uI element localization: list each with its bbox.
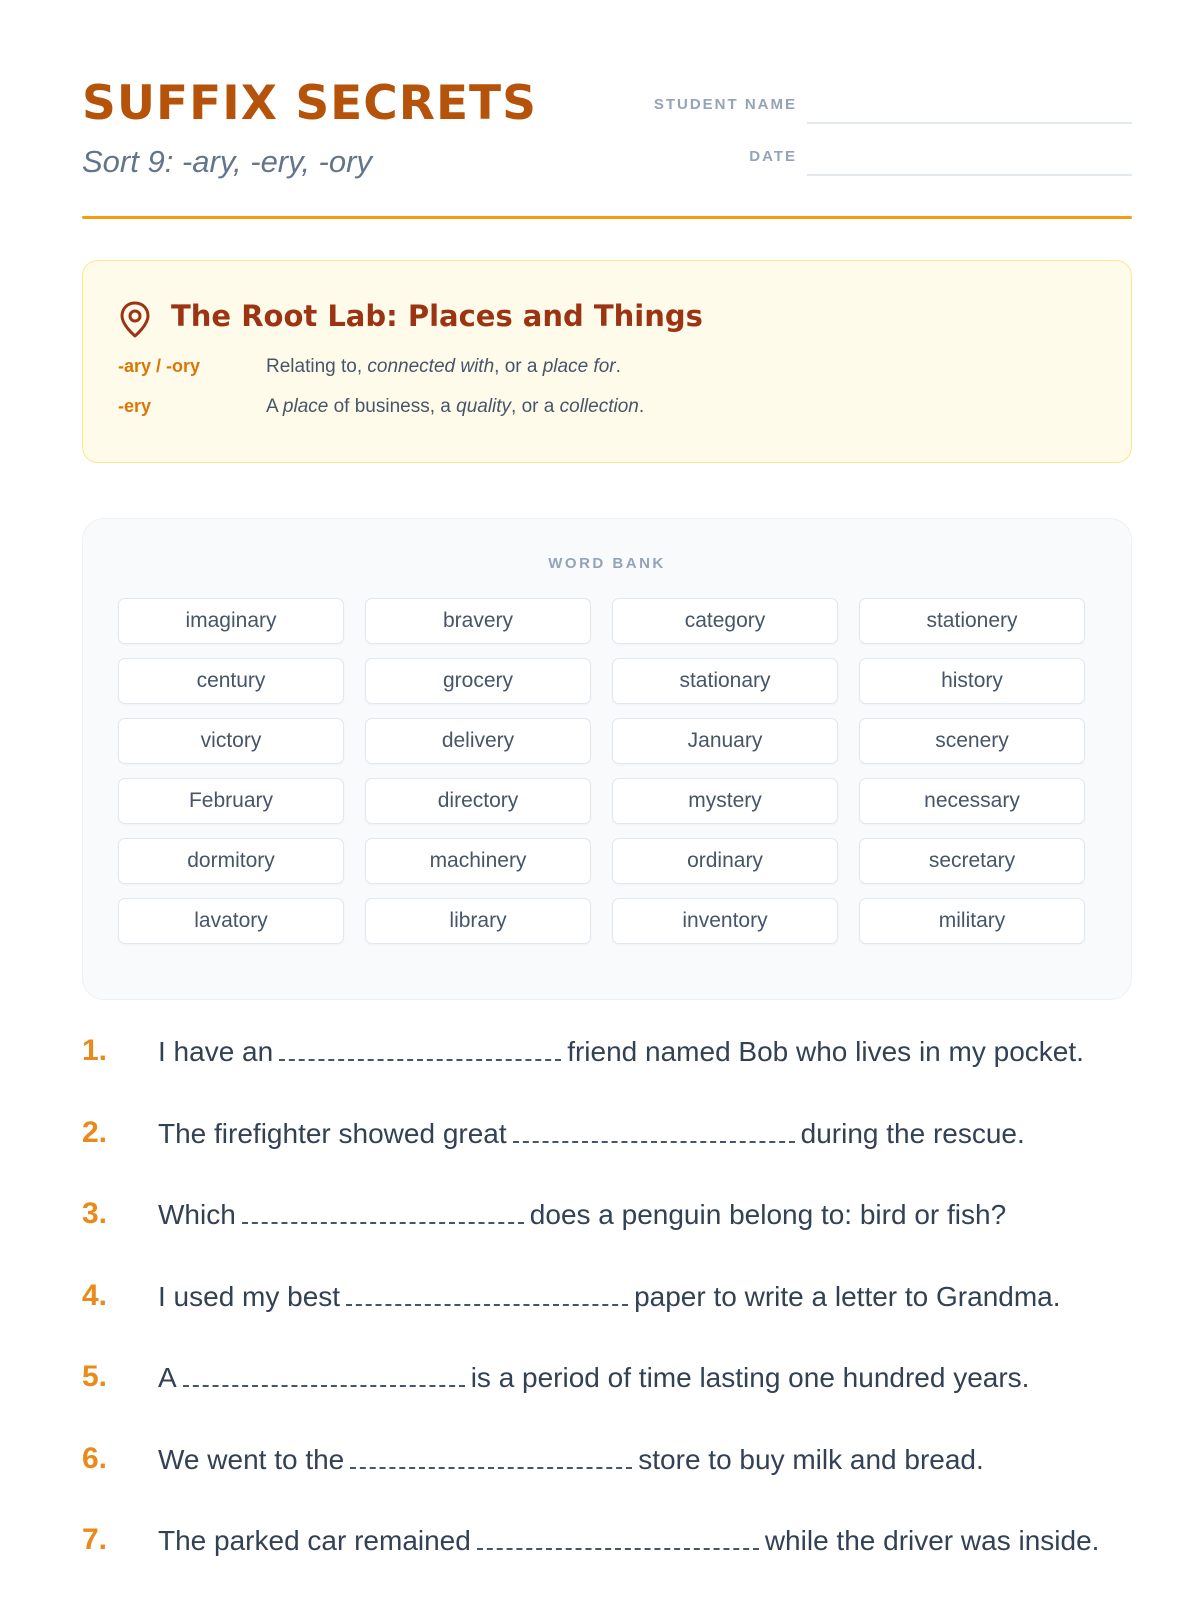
question-text bbox=[158, 1198, 1006, 1231]
definition-row bbox=[118, 356, 1078, 384]
question-item bbox=[82, 1440, 1172, 1484]
worksheet-title: SUFFIX SECRETS bbox=[82, 76, 537, 131]
word-tile: stationery bbox=[859, 598, 1085, 644]
question-number: 3. bbox=[82, 1197, 108, 1230]
question-text bbox=[158, 1280, 1061, 1313]
word-tile: library bbox=[365, 898, 591, 944]
answer-blank[interactable] bbox=[242, 1198, 524, 1224]
word-tile: inventory bbox=[612, 898, 838, 944]
answer-blank[interactable] bbox=[350, 1443, 632, 1469]
word-tile: delivery bbox=[365, 718, 591, 764]
question-item bbox=[82, 1358, 1172, 1402]
question-text-before: We went to the bbox=[158, 1443, 345, 1475]
question-text-after: does a penguin belong to: bird or fish? bbox=[529, 1199, 1007, 1230]
word-tile: century bbox=[118, 658, 344, 704]
answer-blank[interactable] bbox=[513, 1117, 795, 1143]
question-number: 5. bbox=[82, 1360, 108, 1393]
word-tile: history bbox=[859, 658, 1085, 704]
word-tile: lavatory bbox=[118, 898, 344, 944]
word-tile: January bbox=[612, 718, 838, 764]
word-tile: mystery bbox=[612, 778, 838, 824]
date-field[interactable] bbox=[807, 174, 1132, 176]
worksheet-header bbox=[82, 76, 1132, 216]
question-text bbox=[158, 1361, 1029, 1394]
word-tile: stationary bbox=[612, 658, 838, 704]
answer-blank[interactable] bbox=[346, 1280, 628, 1306]
question-number: 2. bbox=[82, 1115, 108, 1149]
student-name-field[interactable] bbox=[807, 122, 1132, 124]
question-text-after: during the rescue. bbox=[800, 1117, 1025, 1149]
word-bank bbox=[82, 518, 1132, 1000]
word-tile: directory bbox=[365, 778, 591, 824]
answer-blank[interactable] bbox=[477, 1524, 759, 1550]
question-number: 6. bbox=[82, 1441, 108, 1475]
question-text-before: A bbox=[158, 1362, 177, 1393]
word-tile: bravery bbox=[365, 598, 591, 644]
word-bank-grid bbox=[118, 598, 1098, 944]
question-text-before: The parked car remained bbox=[158, 1525, 471, 1556]
definition-text: Relating to, connected with, or a place for. bbox=[266, 356, 621, 377]
root-lab-card bbox=[82, 260, 1132, 463]
definition-text: A place of business, a quality, or a collection. bbox=[266, 396, 645, 417]
question-text bbox=[158, 1524, 1099, 1557]
question-text-after: store to buy milk and bread. bbox=[638, 1443, 984, 1475]
question-text-before: The firefighter showed great bbox=[158, 1117, 507, 1149]
question-item bbox=[82, 1032, 1172, 1076]
question-text-before: Which bbox=[158, 1199, 236, 1230]
word-tile: imaginary bbox=[118, 598, 344, 644]
question-text-before: I have an bbox=[158, 1036, 274, 1067]
date-label: DATE bbox=[749, 148, 797, 165]
question-item bbox=[82, 1277, 1172, 1321]
worksheet-subtitle: Sort 9: -ary, -ery, -ory bbox=[82, 144, 372, 179]
word-tile: necessary bbox=[859, 778, 1085, 824]
word-tile: military bbox=[859, 898, 1085, 944]
word-tile: secretary bbox=[859, 838, 1085, 884]
question-number: 4. bbox=[82, 1278, 108, 1312]
word-tile: February bbox=[118, 778, 344, 824]
question-text-before: I used my best bbox=[158, 1280, 341, 1312]
question-text-after: friend named Bob who lives in my pocket. bbox=[567, 1036, 1084, 1067]
question-item bbox=[82, 1195, 1172, 1239]
header-divider bbox=[82, 216, 1132, 219]
definition-suffix: -ary / -ory bbox=[118, 356, 201, 376]
location-pin-icon bbox=[119, 301, 151, 339]
word-tile: victory bbox=[118, 718, 344, 764]
definition-row bbox=[118, 396, 1078, 424]
answer-blank[interactable] bbox=[183, 1361, 465, 1387]
answer-blank[interactable] bbox=[279, 1035, 561, 1061]
root-lab-title: The Root Lab: Places and Things bbox=[171, 299, 703, 333]
word-tile: machinery bbox=[365, 838, 591, 884]
question-number: 7. bbox=[82, 1523, 108, 1556]
definition-suffix: -ery bbox=[118, 396, 152, 416]
word-tile: dormitory bbox=[118, 838, 344, 884]
student-name-label: STUDENT NAME bbox=[653, 96, 797, 113]
question-text-after: is a period of time lasting one hundred years. bbox=[470, 1362, 1030, 1393]
question-text bbox=[158, 1035, 1084, 1068]
word-tile: ordinary bbox=[612, 838, 838, 884]
question-text bbox=[158, 1117, 1025, 1150]
question-item bbox=[82, 1114, 1172, 1158]
word-tile: category bbox=[612, 598, 838, 644]
question-text-after: while the driver was inside. bbox=[764, 1525, 1100, 1556]
question-item bbox=[82, 1521, 1172, 1565]
question-text bbox=[158, 1443, 984, 1476]
word-tile: grocery bbox=[365, 658, 591, 704]
question-text-after: paper to write a letter to Grandma. bbox=[634, 1280, 1061, 1312]
question-number: 1. bbox=[82, 1034, 108, 1067]
word-bank-title: WORD BANK bbox=[548, 555, 666, 572]
word-tile: scenery bbox=[859, 718, 1085, 764]
